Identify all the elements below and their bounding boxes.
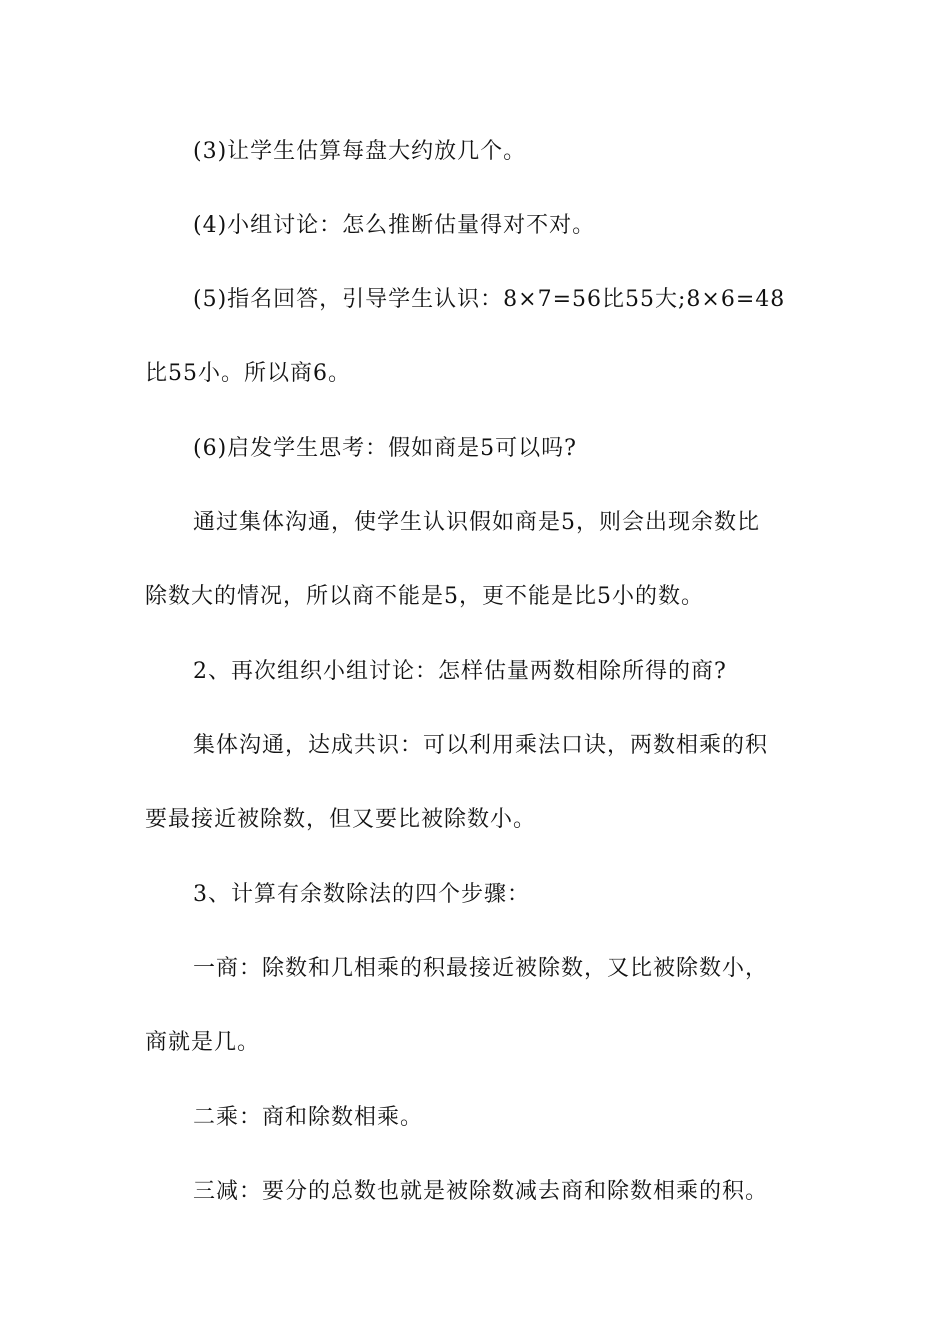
paragraph-step-quotient-line-2: 商就是几。 xyxy=(145,1030,261,1055)
paragraph-consensus-line-1: 集体沟通，达成共识：可以利用乘法口诀，两数相乘的积 xyxy=(193,733,769,758)
paragraph-step-6: (6)启发学生思考：假如商是5可以吗? xyxy=(193,436,577,461)
paragraph-discussion-line-2: 除数大的情况，所以商不能是5，更不能是比5小的数。 xyxy=(145,584,704,609)
paragraph-step-3: (3)让学生估算每盘大约放几个。 xyxy=(193,139,527,164)
paragraph-section-3: 3、计算有余数除法的四个步骤： xyxy=(193,882,530,907)
paragraph-step-5-line-1: (5)指名回答，引导学生认识：8×7=56比55大;8×6=48 xyxy=(193,287,786,312)
paragraph-section-2: 2、再次组织小组讨论：怎样估量两数相除所得的商? xyxy=(193,659,727,684)
paragraph-step-multiply: 二乘：商和除数相乘。 xyxy=(193,1105,424,1130)
paragraph-discussion-line-1: 通过集体沟通，使学生认识假如商是5，则会出现余数比 xyxy=(193,510,760,535)
paragraph-step-subtract: 三减：要分的总数也就是被除数减去商和除数相乘的积。 xyxy=(193,1179,769,1204)
paragraph-step-quotient-line-1: 一商：除数和几相乘的积最接近被除数，又比被除数小， xyxy=(193,956,769,981)
paragraph-step-5-line-2: 比55小。所以商6。 xyxy=(145,361,351,386)
paragraph-consensus-line-2: 要最接近被除数，但又要比被除数小。 xyxy=(145,807,537,832)
paragraph-step-4: (4)小组讨论：怎么推断估量得对不对。 xyxy=(193,213,596,238)
